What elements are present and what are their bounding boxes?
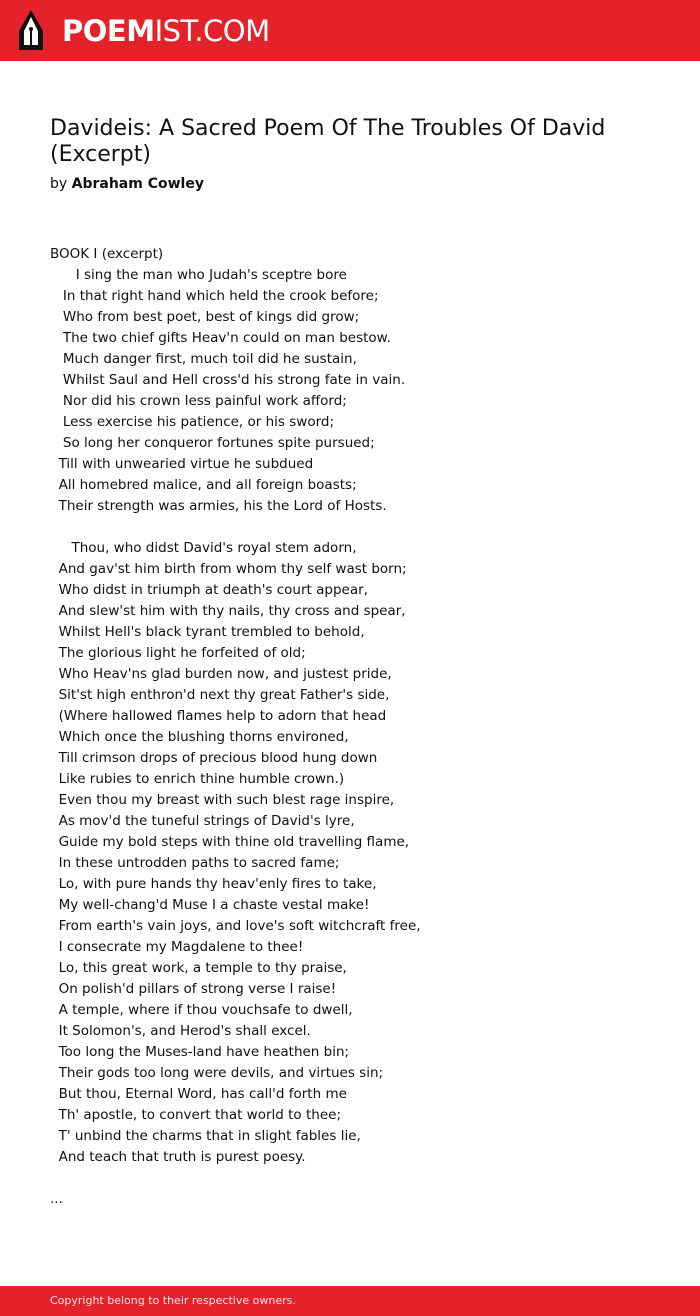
site-header [0,0,700,61]
site-logo-text[interactable] [62,10,270,52]
author-name: Abraham Cowley [71,176,204,192]
poem-body: BOOK I (excerpt) I sing the man who Judah's sceptre bore In that right hand which held the crook before; Who from best poet, best of kings did grow; The two chief gifts Heav'n could on man bestow. Much danger first, much toil did he sustain, Whilst Saul and Hell cross'd his strong fate in vain. Nor did his crown less painful work afford; Less exercise his patience, or his sword; So long her conqueror fortunes spite pursued; Till with unwearied virtue he subdued All homebred malice, and all foreign boasts; Their strength was armies, his the Lord of Hosts. Thou, who didst David's royal stem adorn, And gav'st him birth from whom thy self wast born; Who didst in triumph at death's court appear, And slew'st him with thy nails, thy cross and spear, Whilst Hell's black tyrant trembled to behold, The glorious light he forfeited of old; Who Heav'ns glad burden now, and justest pride, Sit'st high enthron'd next thy great Father's side, (Where hallowed flames help to adorn that head Which once the blushing thorns environed, Till crimson drops of precious blood hung down Like rubies to enrich thine humble crown.) Even thou my breast with such blest rage inspire, As mov'd the tuneful strings of David's lyre, Guide my bold steps with thine old travelling flame, In these untrodden paths to sacred fame; Lo, with pure hands thy heav'enly fires to take, My well-chang'd Muse I a chaste vestal make! From earth's vain joys, and love's soft witchcraft free, I consecrate my Magdalene to thee! Lo, this great work, a temple to thy praise, On polish'd pillars of strong verse I raise! A temple, where if thou vouchsafe to dwell, It Solomon's, and Herod's shall excel. Too long the Muses-land have heathen bin; Their gods too long were devils, and virtues sin; But thou, Eternal Word, has call'd forth me Th' apostle, to convert that world to thee; T' unbind the charms that in slight fables lie, And teach that truth is purest poesy. ... [50,246,421,1207]
brand-bold: POEM [62,14,155,48]
copyright-text: Copyright belong to their respective owners. [50,1294,296,1307]
site-footer [0,1286,700,1316]
brand-light: IST.COM [154,14,270,48]
pen-nib-icon[interactable] [18,9,44,51]
byline-prefix: by [50,176,72,192]
poem-title: Davideis: A Sacred Poem Of The Troubles Of David (Excerpt) [50,116,606,167]
byline [50,174,204,194]
